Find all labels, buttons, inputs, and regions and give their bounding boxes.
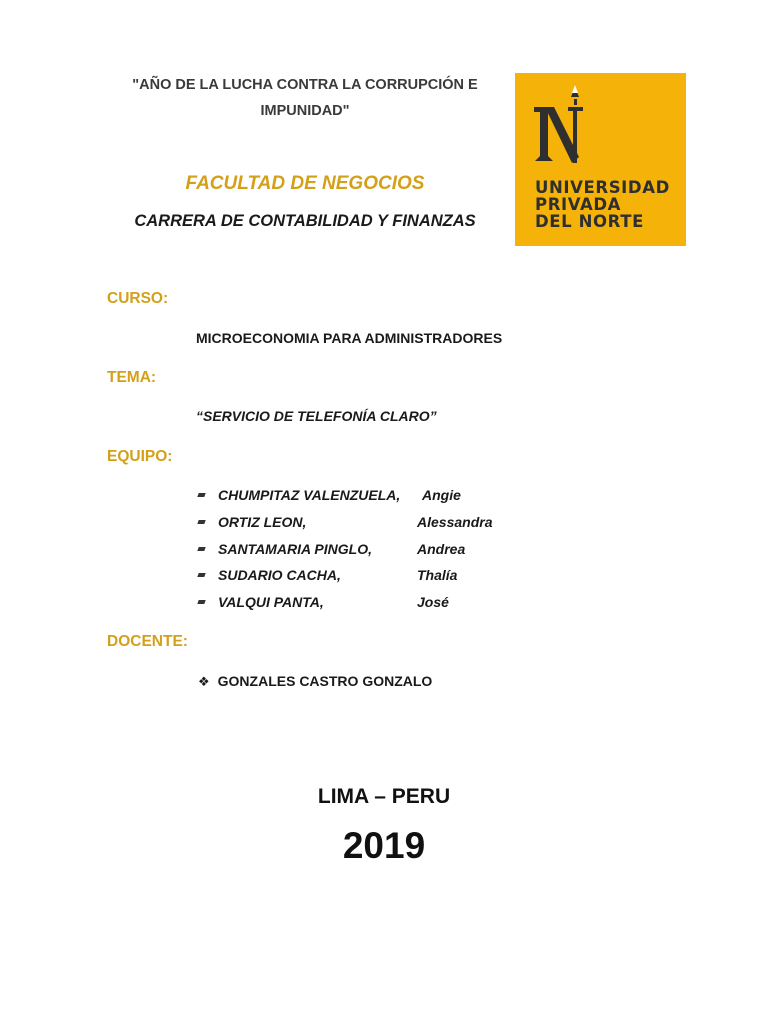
motto (100, 72, 510, 124)
year: 2019 (342, 825, 426, 866)
faculty-title: FACULTAD DE NEGOCIOS (185, 173, 425, 194)
logo-line-1: UNIVERSIDAD (535, 178, 670, 197)
career-title: CARRERA DE CONTABILIDAD Y FINANZAS (134, 212, 476, 230)
team-member (198, 567, 498, 587)
member-surname: CHUMPITAZ VALENZUELA, (218, 487, 401, 503)
member-surname: VALQUI PANTA, (218, 594, 324, 610)
docente-value: GONZALES CASTRO GONZALO (217, 673, 433, 689)
bullet-icon (197, 520, 205, 524)
logo-text (535, 179, 685, 230)
team-member (198, 541, 498, 561)
bullet-icon (197, 600, 205, 604)
bullet-icon (197, 493, 205, 497)
equipo-label: EQUIPO: (107, 448, 173, 465)
member-given-name: Alessandra (417, 514, 493, 530)
member-given-name: Thalía (417, 567, 458, 583)
tema-value: “SERVICIO DE TELEFONÍA CLARO” (196, 408, 437, 424)
diamond-bullet-icon: ❖ (198, 675, 210, 690)
member-given-name: Andrea (417, 541, 466, 557)
bullet-icon (197, 573, 205, 577)
member-surname: ORTIZ LEON, (218, 514, 307, 530)
member-given-name: José (417, 594, 449, 610)
docente-label: DOCENTE: (107, 633, 188, 650)
motto-line-2: IMPUNIDAD" (260, 103, 350, 119)
member-surname: SANTAMARIA PINGLO, (218, 541, 372, 557)
bullet-icon (197, 547, 205, 551)
member-surname: SUDARIO CACHA, (218, 567, 341, 583)
team-member (198, 594, 498, 614)
tema-label: TEMA: (107, 369, 157, 386)
logo-line-3: DEL NORTE (535, 212, 644, 231)
university-logo (515, 73, 686, 246)
city: LIMA – PERU (317, 785, 451, 808)
logo-line-2: PRIVADA (535, 195, 622, 214)
curso-value: MICROECONOMIA PARA ADMINISTRADORES (196, 330, 503, 346)
member-given-name: Angie (422, 487, 461, 503)
motto-line-1: "AÑO DE LA LUCHA CONTRA LA CORRUPCIÓN E (132, 77, 478, 93)
team-member (198, 514, 518, 534)
team-member (198, 487, 498, 507)
curso-label: CURSO: (107, 290, 169, 307)
docente-item (198, 673, 432, 690)
